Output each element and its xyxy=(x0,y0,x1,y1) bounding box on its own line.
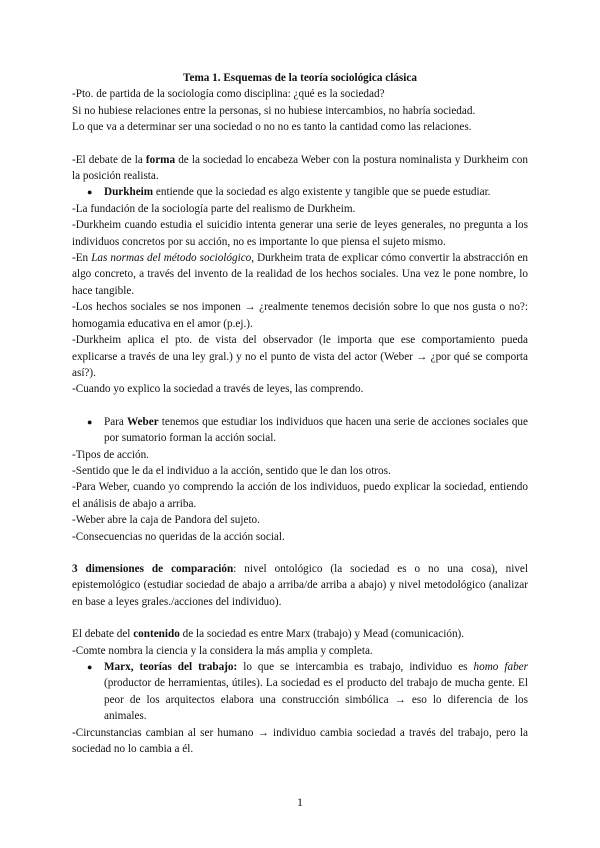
weber-line: -Para Weber, cuando yo comprendo la acción de los individuos, puedo explicar la sociedad, entiendo el análisis de abajo a arriba. xyxy=(72,481,528,510)
contenido-pre: El debate del xyxy=(72,628,134,641)
document-page xyxy=(72,70,528,757)
contenido-paragraph xyxy=(72,626,528,642)
weber-bullet-text: tenemos que estudiar los individuos que hacen una serie de acciones sociales que por sumatorio forman la acción social. xyxy=(104,415,528,445)
weber-bullet xyxy=(72,414,528,447)
weber-line: -Tipos de acción. xyxy=(72,448,149,461)
homo-faber: homo faber xyxy=(473,661,528,673)
durkheim-bullet-text: entiende que la sociedad es algo existente y tangible que se puede estudiar. xyxy=(153,186,491,199)
durkheim-line: -Durkheim aplica el pto. de vista del observador (le importa que ese comportamiento pueda explicarse a través de una ley gral.) y no el punto de vista del actor (Weber → ¿por qué se comporta así?). xyxy=(72,334,528,379)
normas-paragraph xyxy=(72,250,528,299)
weber-line: -Sentido que le da el individuo a la acción, sentido que le dan los otros. xyxy=(72,464,391,477)
durkheim-bold: Durkheim xyxy=(104,186,154,199)
durkheim-bullet xyxy=(72,184,528,200)
marx-bullet xyxy=(72,659,528,725)
marx-post: (productor de herramientas, útiles). La sociedad es el producto del trabajo de mucha gente. El peor de los arquitectos elabora una construcción simbólica → eso lo diferencia de los animales. xyxy=(104,677,528,723)
durkheim-line: -Cuando yo explico la sociedad a través de leyes, las comprendo. xyxy=(72,383,364,396)
contenido-post: de la sociedad es entre Marx (trabajo) y Mead (comunicación). xyxy=(179,628,465,641)
marx-pre: lo que se intercambia es trabajo, individuo es xyxy=(237,661,474,673)
weber-line: -Weber abre la caja de Pandora del sujeto. xyxy=(72,514,260,527)
bullet-icon: ● xyxy=(87,416,93,427)
weber-bold: Weber xyxy=(126,415,159,428)
dimensiones-bold: 3 dimensiones de comparación xyxy=(72,562,234,575)
durkheim-line: -Los hechos sociales se nos imponen → ¿realmente tenemos decisión sobre lo que nos gusta o no?: homogamia educativa en el amor (p.ej.). xyxy=(72,301,528,330)
dimensiones-paragraph xyxy=(72,561,528,610)
normas-pre: -En xyxy=(72,252,92,265)
intro-line-3: Lo que va a determinar ser una sociedad o no no es tanto la cantidad como las relaciones. xyxy=(72,121,472,134)
forma-bold: forma xyxy=(145,153,176,166)
page-number: 1 xyxy=(297,795,303,809)
comte-line: -Comte nombra la ciencia y la considera la más amplia y completa. xyxy=(72,644,373,657)
normas-post: , Durkheim trata de explicar cómo convertir la abstracción en algo concreto, a través del invento de la realidad de los hechos sociales. Una vez le pone nombre, lo hace tangible. xyxy=(72,252,529,297)
marx-bold: Marx, teorías del trabajo: xyxy=(104,661,238,673)
weber-line: -Consecuencias no queridas de la acción social. xyxy=(72,530,285,543)
dimensiones-text: : nivel ontológico (la sociedad es o no una cosa), nivel epistemológico (estudiar sociedad de abajo a arriba/de arriba a abajo) y nivel metodológico (analizar en base a leyes grales./acciones del individuo). xyxy=(72,562,529,608)
document-title: Tema 1. Esquemas de la teoría sociológica clásica xyxy=(183,72,417,84)
durkheim-line: -La fundación de la sociología parte del realismo de Durkheim. xyxy=(72,202,356,215)
bullet-icon: ● xyxy=(87,187,93,198)
forma-pre: -El debate de la xyxy=(72,153,146,166)
durkheim-line: -Durkheim cuando estudia el suicidio intenta generar una serie de leyes generales, no pregunta a los individuos concretos por su acción, no es importante lo que piensa el sujeto mismo. xyxy=(72,219,528,248)
bullet-icon: ● xyxy=(87,662,93,672)
intro-line-2: Si no hubiese relaciones entre la personas, si no hubiese intercambios, no habría sociedad. xyxy=(72,104,476,117)
contenido-bold: contenido xyxy=(133,628,180,641)
marx-last-line: -Circunstancias cambian al ser humano → individuo cambia sociedad a través del trabajo, pero la sociedad no lo cambia a él. xyxy=(72,726,528,756)
forma-paragraph xyxy=(72,152,528,185)
intro-line-1: -Pto. de partida de la sociología como disciplina: ¿qué es la sociedad? xyxy=(72,88,385,101)
normas-title: Las normas del método sociológico xyxy=(91,252,252,265)
forma-post: de la sociedad lo encabeza Weber con la postura nominalista y Durkheim con la posición realista. xyxy=(72,153,528,183)
weber-pre: Para xyxy=(104,415,127,428)
